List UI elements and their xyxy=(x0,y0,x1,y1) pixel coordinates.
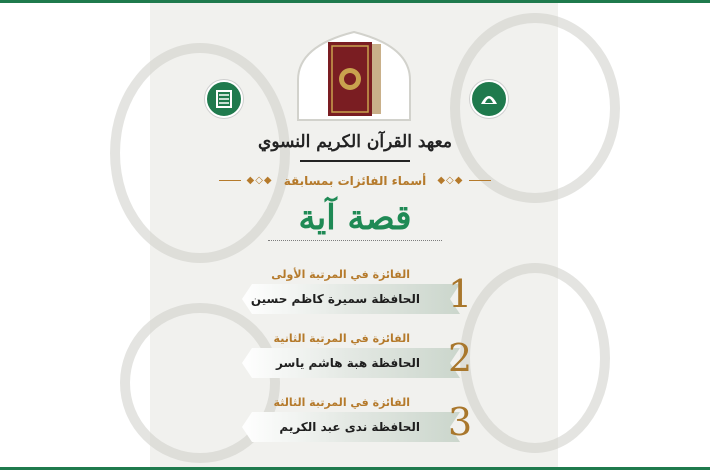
rank-number: 3 xyxy=(448,400,473,444)
winner-first xyxy=(0,268,710,328)
rank-number: 2 xyxy=(448,336,473,380)
institute-name: معهد القرآن الكريم النسوي xyxy=(258,132,452,152)
dotted-divider xyxy=(268,240,442,241)
rank-label: الفائزة في المرتبة الثالثة xyxy=(273,396,410,409)
winner-name: الحافظة سميرة كاظم حسين xyxy=(250,292,420,306)
rank-label: الفائزة في المرتبة الأولى xyxy=(271,268,410,281)
quran-book-icon xyxy=(292,28,416,128)
winner-second xyxy=(0,332,710,392)
subtitle: أسماء الفائزات بمسابقة xyxy=(283,174,427,188)
winner-name: الحافظة هبة هاشم ياسر xyxy=(276,356,420,370)
ornament-icon: ◆◇◆ xyxy=(246,175,273,186)
ornament-line xyxy=(469,180,491,181)
shrine-emblem-icon xyxy=(470,80,508,118)
ornament-line xyxy=(219,180,241,181)
winner-third xyxy=(0,396,710,456)
rank-label: الفائزة في المرتبة الثانية xyxy=(273,332,410,345)
competition-title: قصة آية xyxy=(298,198,412,238)
institute-emblem-icon xyxy=(205,80,243,118)
rank-number: 1 xyxy=(448,272,473,316)
winner-name: الحافظة ندى عبد الكريم xyxy=(279,420,420,434)
subtitle-row xyxy=(0,170,710,190)
institute-name-underline xyxy=(300,160,410,162)
ornament-icon: ◆◇◆ xyxy=(437,175,464,186)
